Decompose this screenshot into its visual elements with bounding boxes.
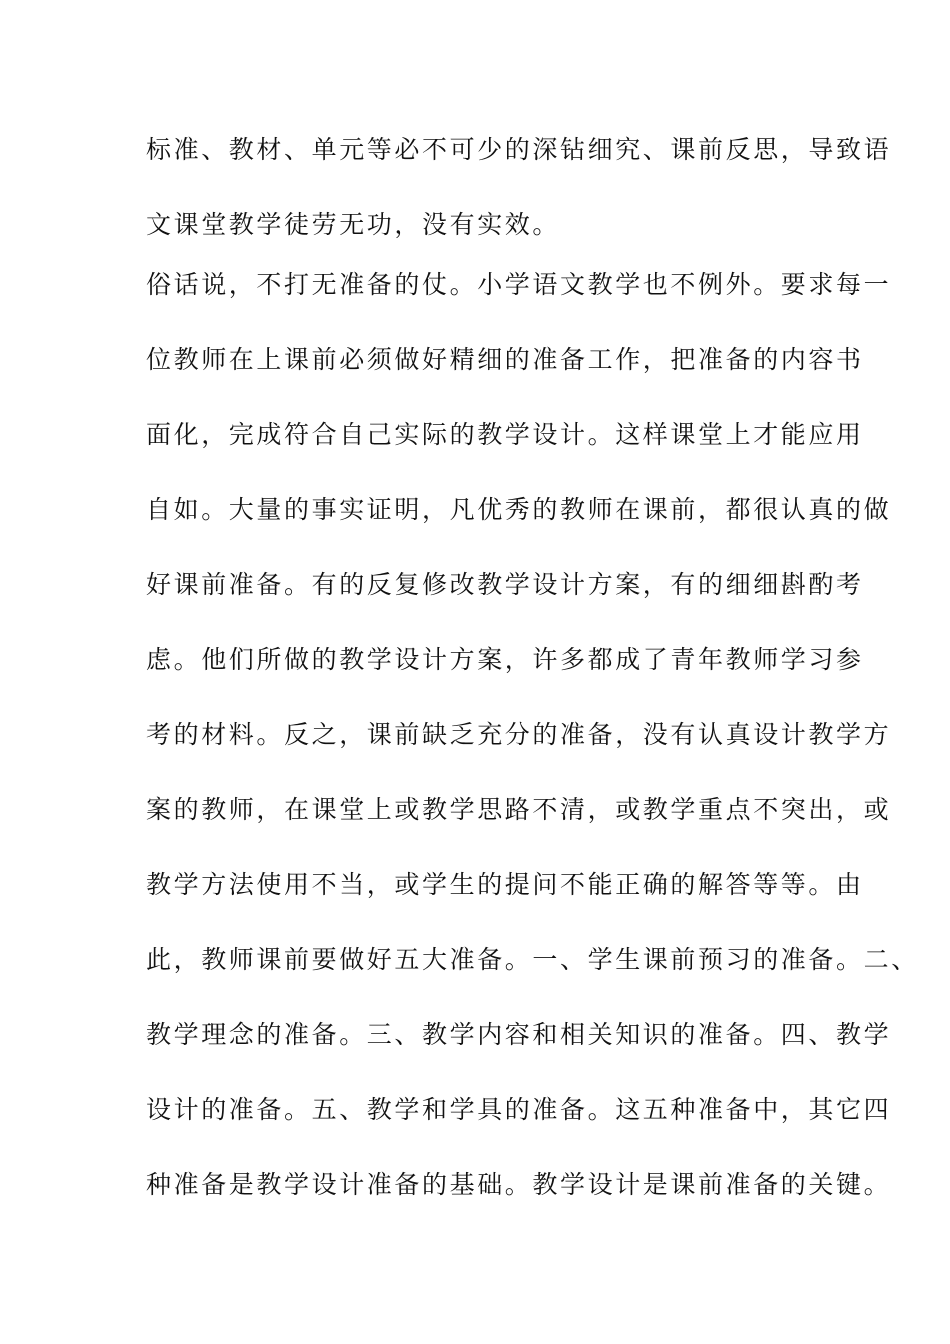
text-line: 标准、教材、单元等必不可少的深钻细究、课前反思，导致语 — [146, 135, 892, 164]
text-line: 教学理念的准备。三、教学内容和相关知识的准备。四、教学 — [146, 1020, 892, 1049]
text-line: 案的教师，在课堂上或教学思路不清，或教学重点不突出，或 — [146, 795, 892, 824]
text-line: 好课前准备。有的反复修改教学设计方案，有的细细斟酌考 — [146, 570, 864, 599]
text-line: 位教师在上课前必须做好精细的准备工作，把准备的内容书 — [146, 345, 864, 374]
text-line: 自如。大量的事实证明，凡优秀的教师在课前，都很认真的做 — [146, 495, 892, 524]
text-line: 文课堂教学徒劳无功，没有实效。 — [146, 210, 561, 239]
text-line: 考的材料。反之，课前缺乏充分的准备，没有认真设计教学方 — [146, 720, 892, 749]
text-line: 虑。他们所做的教学设计方案，许多都成了青年教师学习参 — [146, 645, 864, 674]
text-line: 此，教师课前要做好五大准备。一、学生课前预习的准备。二、 — [146, 945, 919, 974]
text-line: 面化，完成符合自己实际的教学设计。这样课堂上才能应用 — [146, 420, 864, 449]
text-line: 俗话说，不打无准备的仗。小学语文教学也不例外。要求每一 — [146, 270, 892, 299]
text-line: 种准备是教学设计准备的基础。教学设计是课前准备的关键。 — [146, 1170, 892, 1199]
text-line: 教学方法使用不当，或学生的提问不能正确的解答等等。由 — [146, 870, 864, 899]
text-line: 设计的准备。五、教学和学具的准备。这五种准备中，其它四 — [146, 1095, 892, 1124]
